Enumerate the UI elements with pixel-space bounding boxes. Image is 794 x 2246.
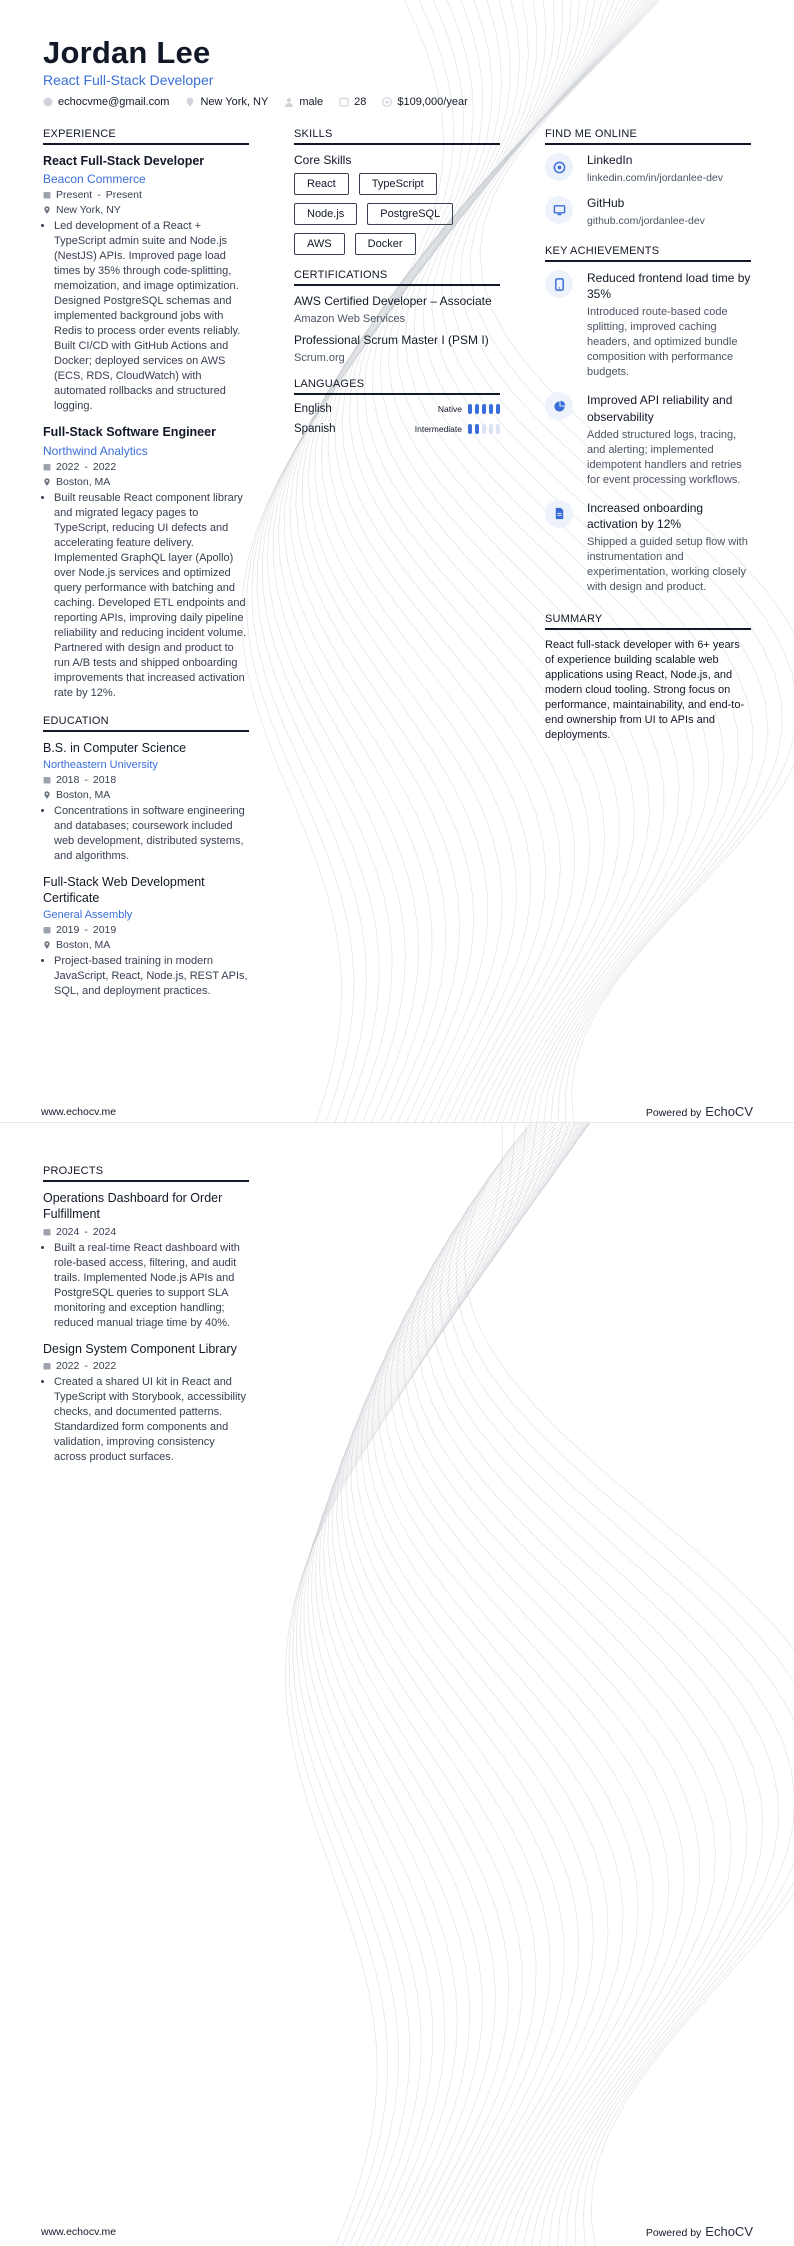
date-end: 2022 bbox=[92, 460, 117, 473]
company-name: Beacon Commerce bbox=[43, 172, 146, 187]
wave-line bbox=[448, 1123, 794, 2246]
wave-line bbox=[320, 1123, 580, 2246]
gender-text: male bbox=[299, 96, 324, 109]
experience-entry bbox=[43, 424, 249, 700]
gender-item bbox=[284, 96, 323, 108]
profile-label: LinkedIn bbox=[587, 153, 633, 167]
wave-line bbox=[356, 1123, 594, 2246]
wave-line bbox=[312, 1123, 570, 2246]
linkedin-icon bbox=[553, 161, 566, 174]
achievement-item bbox=[545, 270, 751, 380]
wave-line bbox=[418, 1123, 747, 2246]
date-start: Present bbox=[56, 189, 93, 202]
education-description: • Concentrations in software engineering and databases; coursework included web development, distributed systems, and algorithms. bbox=[43, 804, 249, 864]
date-range: 2024 - 2024 bbox=[43, 1226, 249, 1238]
footer-brand[interactable]: EchoCV bbox=[705, 1104, 753, 1119]
resume-header bbox=[43, 36, 763, 108]
wave-line bbox=[332, 1123, 588, 2246]
language-row bbox=[294, 403, 500, 415]
rating-pill bbox=[489, 424, 493, 434]
footer-brand[interactable]: EchoCV bbox=[705, 2224, 753, 2239]
calendar-icon bbox=[43, 776, 51, 784]
rating-pill bbox=[482, 424, 486, 434]
rating-pill bbox=[496, 424, 500, 434]
date-range: 2019 - 2019 bbox=[43, 924, 249, 936]
skill-tag: Node.js bbox=[294, 203, 357, 225]
calendar-icon bbox=[43, 1362, 51, 1370]
language-level: Intermediate bbox=[414, 424, 462, 434]
right-column bbox=[545, 128, 751, 743]
school-name: Northeastern University bbox=[43, 758, 158, 771]
map-pin-icon bbox=[43, 941, 51, 949]
skills-group-label: Core Skills bbox=[294, 153, 352, 167]
candidate-name: Jordan Lee bbox=[43, 35, 211, 70]
skill-tag: React bbox=[294, 173, 349, 195]
education-description: • Project-based training in modern JavaScript, React, Node.js, REST APIs, SQL, and deployment practices. bbox=[43, 954, 249, 999]
online-profile-github[interactable] bbox=[545, 196, 751, 227]
rating-pill bbox=[482, 404, 486, 414]
education-entry bbox=[43, 874, 249, 1000]
contact-meta bbox=[43, 96, 763, 108]
footer-website[interactable]: www.echocv.me bbox=[41, 2225, 117, 2238]
school-location: Boston, MA bbox=[43, 939, 249, 951]
wave-line bbox=[304, 1123, 555, 2246]
left-column bbox=[43, 128, 249, 1009]
wave-line bbox=[373, 1123, 639, 2246]
wave-line bbox=[404, 1123, 716, 2246]
achievement-desc: Shipped a guided setup flow with instrumentation and experimentation, working closely with design and product. bbox=[587, 536, 748, 594]
school-location: Boston, MA bbox=[43, 789, 249, 801]
at-icon bbox=[43, 97, 53, 107]
certification-org: Scrum.org bbox=[294, 352, 345, 364]
achievement-title: Increased onboarding activation by 12% bbox=[587, 500, 704, 531]
wave-line bbox=[362, 1123, 608, 2246]
experience-title: EXPERIENCE bbox=[43, 128, 249, 145]
language-row bbox=[294, 423, 500, 435]
wave-line bbox=[315, 1123, 575, 2246]
github-icon bbox=[553, 204, 566, 217]
wave-line bbox=[346, 1123, 590, 2246]
language-rating bbox=[468, 404, 500, 414]
wave-line bbox=[432, 1123, 778, 2246]
skill-tag: Docker bbox=[355, 233, 416, 255]
wave-line bbox=[296, 1123, 536, 2246]
achievement-title: Reduced frontend load time by 35% bbox=[587, 271, 751, 302]
certification-org: Amazon Web Services bbox=[294, 313, 406, 325]
online-profile-linkedin[interactable] bbox=[545, 153, 751, 184]
online-title: FIND ME ONLINE bbox=[545, 128, 751, 145]
wave-line bbox=[397, 1123, 700, 2246]
email-item[interactable] bbox=[43, 96, 169, 108]
date-range: Present - Present bbox=[43, 189, 249, 201]
skill-tag: PostgreSQL bbox=[367, 203, 453, 225]
wave-line bbox=[425, 1123, 763, 2246]
location-item bbox=[185, 96, 268, 108]
skill-tags bbox=[294, 173, 500, 255]
age-text: 28 bbox=[354, 96, 367, 109]
location-text: New York, NY bbox=[200, 96, 269, 109]
project-title: Design System Component Library bbox=[43, 1341, 237, 1356]
experience-entry bbox=[43, 153, 249, 414]
page-footer bbox=[41, 2224, 753, 2239]
age-item bbox=[339, 96, 366, 108]
wave-line bbox=[440, 1123, 794, 2246]
map-pin-icon bbox=[185, 97, 195, 107]
wave-line bbox=[342, 1123, 591, 2246]
profile-url[interactable]: linkedin.com/in/jordanlee-dev bbox=[587, 172, 723, 184]
rating-pill bbox=[475, 404, 479, 414]
calendar-icon bbox=[43, 926, 51, 934]
wave-line bbox=[328, 1123, 587, 2246]
achievement-item bbox=[545, 392, 751, 487]
profile-url[interactable]: github.com/jordanlee-dev bbox=[587, 215, 705, 227]
project-description: • Created a shared UI kit in React and TypeScript with Storybook, accessibility checks, and documented patterns. Standardized form components and validation, improving consistency across product surfaces. bbox=[43, 1375, 249, 1465]
wave-line bbox=[391, 1123, 685, 2246]
calendar-icon bbox=[43, 1228, 51, 1236]
projects-title: PROJECTS bbox=[43, 1165, 249, 1182]
summary-text: React full-stack developer with 6+ years of experience building scalable web applications using React, Node.js, and modern cloud tooling. Strong focus on performance, maintainability, and end-to-end ownership from UI to APIs and deployments. bbox=[545, 639, 745, 742]
wave-line bbox=[378, 1123, 653, 2246]
date-end: Present bbox=[105, 189, 142, 202]
map-pin-icon bbox=[43, 206, 51, 214]
date-start: 2022 bbox=[56, 460, 80, 473]
wave-line bbox=[337, 1123, 590, 2246]
project-title: Operations Dashboard for Order Fulfillment bbox=[43, 1191, 223, 1222]
job-title: React Full-Stack Developer bbox=[43, 154, 205, 168]
degree-title: Full-Stack Web Development Certificate bbox=[43, 874, 205, 905]
wave-line bbox=[464, 1123, 794, 2246]
document-icon bbox=[553, 507, 566, 520]
calendar-icon bbox=[43, 463, 51, 471]
job-location: New York, NY bbox=[43, 204, 249, 216]
wave-line bbox=[410, 1123, 731, 2246]
email-text: echocvme@gmail.com bbox=[58, 96, 170, 109]
wave-line bbox=[308, 1123, 563, 2246]
date-range: 2022 - 2022 bbox=[43, 461, 249, 473]
dollar-icon bbox=[382, 97, 392, 107]
wave-line bbox=[293, 1123, 526, 2246]
skills-title: SKILLS bbox=[294, 128, 500, 145]
candidate-role: React Full-Stack Developer bbox=[43, 72, 214, 89]
rating-pill bbox=[489, 404, 493, 414]
rating-pill bbox=[475, 424, 479, 434]
project-entry bbox=[43, 1341, 249, 1465]
pie-chart-icon bbox=[553, 400, 566, 413]
tablet-icon bbox=[553, 278, 566, 291]
wave-lines bbox=[285, 1123, 794, 2246]
rating-pill bbox=[496, 404, 500, 414]
project-entry bbox=[43, 1190, 249, 1331]
language-rating bbox=[468, 424, 500, 434]
school-name: General Assembly bbox=[43, 909, 133, 922]
wave-line bbox=[324, 1123, 584, 2246]
job-description: • Led development of a React + TypeScript admin suite and Node.js (NestJS) APIs. Improved page load times by 35% through code-splitting, memoization, and image optimization. Designed PostgreSQL schemas and implemented background jobs with Redis to process order events reliably. Built CI/CD with GitHub Actions and Docker; deployed services on AWS (ECS, RDS, CloudWatch) with automated rollbacks and structured logging. bbox=[43, 219, 249, 414]
language-name: Spanish bbox=[294, 423, 336, 435]
resume-page-2 bbox=[0, 1123, 794, 2246]
calendar-icon bbox=[339, 97, 349, 107]
user-icon bbox=[284, 97, 294, 107]
rating-pill bbox=[468, 404, 472, 414]
wave-line bbox=[285, 1123, 502, 2246]
wave-line bbox=[384, 1123, 669, 2246]
achievement-desc: Added structured logs, tracing, and alerting; implemented idempotent handlers and retries for event processing workflows. bbox=[587, 428, 742, 486]
education-title: EDUCATION bbox=[43, 715, 249, 732]
date-range: 2018 - 2018 bbox=[43, 774, 249, 786]
achievement-title: Improved API reliability and observability bbox=[587, 393, 733, 424]
job-location: Boston, MA bbox=[43, 476, 249, 488]
wave-line bbox=[289, 1123, 514, 2246]
achievements-title: KEY ACHIEVEMENTS bbox=[545, 245, 751, 262]
footer-powered-by: Powered by bbox=[645, 1107, 702, 1119]
footer-website[interactable]: www.echocv.me bbox=[41, 1105, 117, 1118]
education-entry bbox=[43, 740, 249, 864]
footer-powered-by: Powered by bbox=[645, 2227, 702, 2239]
company-name: Northwind Analytics bbox=[43, 443, 148, 458]
achievement-desc: Introduced route-based code splitting, improved caching headers, and optimized bundle composition with performance budgets. bbox=[587, 306, 738, 379]
wave-line bbox=[456, 1123, 794, 2246]
wave-line bbox=[300, 1123, 546, 2246]
languages-title: LANGUAGES bbox=[294, 378, 500, 395]
certification-item bbox=[294, 294, 500, 325]
summary-title: SUMMARY bbox=[545, 613, 751, 630]
wave-line bbox=[351, 1123, 588, 2246]
certification-item bbox=[294, 333, 500, 364]
rating-pill bbox=[468, 424, 472, 434]
language-name: English bbox=[294, 403, 332, 415]
wave-line bbox=[367, 1123, 623, 2246]
salary-item bbox=[382, 96, 467, 108]
calendar-icon bbox=[43, 191, 51, 199]
job-description: • Built reusable React component library and migrated legacy pages to TypeScript, reducing UI defects and accelerating feature delivery. Implemented GraphQL layer (Apollo) over Node.js services and optimized query performance with batching and caching. Developed ETL endpoints and reporting APIs, improving daily pipeline reliability and reducing incident volume. Partnered with design and product to run A/B tests and shipped onboarding improvements that increased activation rate by 12%. bbox=[43, 491, 249, 701]
map-pin-icon bbox=[43, 478, 51, 486]
job-title: Full-Stack Software Engineer bbox=[43, 425, 216, 440]
page-footer bbox=[41, 1104, 753, 1119]
projects-column bbox=[43, 1165, 249, 1475]
date-range: 2022 - 2022 bbox=[43, 1360, 249, 1372]
certification-name: Professional Scrum Master I (PSM I) bbox=[294, 333, 489, 347]
middle-column bbox=[294, 128, 500, 443]
certification-name: AWS Certified Developer – Associate bbox=[294, 294, 492, 308]
skill-tag: AWS bbox=[294, 233, 345, 255]
salary-text: $109,000/year bbox=[397, 96, 468, 109]
language-level: Native bbox=[437, 404, 462, 414]
project-description: • Built a real-time React dashboard with role-based access, filtering, and audit trails. Implemented Node.js APIs and PostgreSQL queries to support SLA monitoring and exception handling; reduced manual triage time by 40%. bbox=[43, 1241, 249, 1331]
resume-page-1 bbox=[0, 0, 794, 1122]
map-pin-icon bbox=[43, 791, 51, 799]
achievement-item bbox=[545, 500, 751, 595]
skill-tag: TypeScript bbox=[359, 173, 437, 195]
degree-title: B.S. in Computer Science bbox=[43, 740, 187, 755]
profile-label: GitHub bbox=[587, 196, 625, 210]
certifications-title: CERTIFICATIONS bbox=[294, 269, 500, 286]
